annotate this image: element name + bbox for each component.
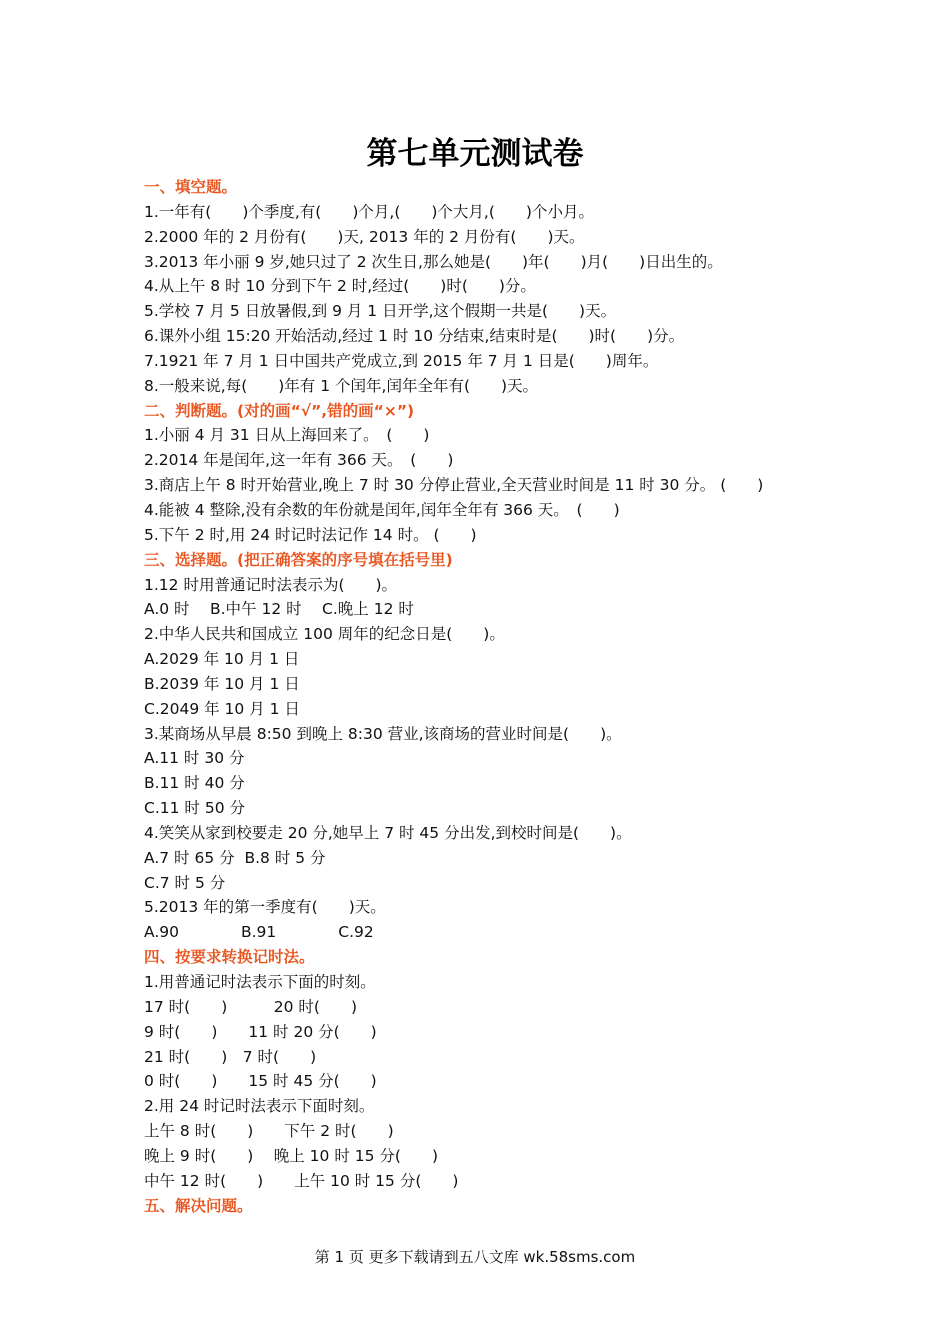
question-line: 3.商店上午 8 时开始营业,晚上 7 时 30 分停止营业,全天营业时间是 11 时 30 分。 ( ) xyxy=(144,476,764,495)
section-heading: 一、填空题。 xyxy=(144,178,238,196)
section-heading: 四、按要求转换记时法。 xyxy=(144,948,315,967)
question-line: A.2029 年 10 月 1 日 xyxy=(144,650,300,669)
question-line: C.7 时 5 分 xyxy=(144,873,226,892)
question-line: 7.1921 年 7 月 1 日中国共产党成立,到 2015 年 7 月 1 日是( )周年。 xyxy=(144,351,659,370)
page-footer: 第 1 页 更多下载请到五八文库 wk.58sms.com xyxy=(314,1248,636,1266)
question-line: 3.某商场从早晨 8:50 到晚上 8:30 营业,该商场的营业时间是( )。 xyxy=(144,724,622,743)
question-line: 6.课外小组 15:20 开始活动,经过 1 时 10 分结束,结束时是( )时( )分。 xyxy=(144,327,685,346)
question-list xyxy=(144,175,844,1218)
question-line: C.11 时 50 分 xyxy=(144,799,245,818)
question-line: 1.12 时用普通记时法表示为( )。 xyxy=(144,575,398,594)
question-line: 9 时( ) 11 时 20 分( ) xyxy=(144,1022,377,1041)
question-line: 4.笑笑从家到校要走 20 分,她早上 7 时 45 分出发,到校时间是( )。 xyxy=(144,823,632,842)
question-line: 中午 12 时( ) 上午 10 时 15 分( ) xyxy=(144,1171,459,1190)
question-line: 2.用 24 时记时法表示下面时刻。 xyxy=(144,1097,375,1116)
question-line: 17 时( ) 20 时( ) xyxy=(144,997,357,1016)
question-line: 5.学校 7 月 5 日放暑假,到 9 月 1 日开学,这个假期一共是( )天。 xyxy=(144,302,617,321)
question-line: 8.一般来说,每( )年有 1 个闰年,闰年全年有( )天。 xyxy=(144,376,539,395)
page-title: 第七单元测试卷 xyxy=(366,136,584,172)
question-line: 晚上 9 时( ) 晚上 10 时 15 分( ) xyxy=(144,1146,438,1165)
question-line: 2.2014 年是闰年,这一年有 366 天。 ( ) xyxy=(144,451,454,470)
section-heading: 二、判断题。(对的画“√”,错的画“×”) xyxy=(144,401,415,420)
question-line: 3.2013 年小丽 9 岁,她只过了 2 次生日,那么她是( )年( )月( )日出生的。 xyxy=(144,252,723,271)
question-line: A.0 时 B.中午 12 时 C.晚上 12 时 xyxy=(144,600,414,619)
question-line: 5.2013 年的第一季度有( )天。 xyxy=(144,898,386,917)
question-line: 1.一年有( )个季度,有( )个月,( )个大月,( )个小月。 xyxy=(144,202,594,221)
question-line: A.11 时 30 分 xyxy=(144,749,245,768)
question-line: 21 时( ) 7 时( ) xyxy=(144,1047,317,1066)
question-line: 1.小丽 4 月 31 日从上海回来了。 ( ) xyxy=(144,426,430,445)
question-line: 5.下午 2 时,用 24 时记时法记作 14 时。 ( ) xyxy=(144,525,477,544)
section-heading: 五、解决问题。 xyxy=(144,1196,253,1215)
question-line: 0 时( ) 15 时 45 分( ) xyxy=(144,1072,377,1091)
question-line: 2.中华人民共和国成立 100 周年的纪念日是( )。 xyxy=(144,625,505,644)
section-heading: 三、选择题。(把正确答案的序号填在括号里) xyxy=(144,550,453,569)
question-line: A.90 B.91 C.92 xyxy=(144,923,374,942)
question-line: A.7 时 65 分 B.8 时 5 分 xyxy=(144,848,326,867)
question-line: B.11 时 40 分 xyxy=(144,774,245,793)
question-line: 1.用普通记时法表示下面的时刻。 xyxy=(144,973,376,991)
question-line: 4.从上午 8 时 10 分到下午 2 时,经过( )时( )分。 xyxy=(144,277,536,296)
question-line: 4.能被 4 整除,没有余数的年份就是闰年,闰年全年有 366 天。 ( ) xyxy=(144,500,620,519)
question-line: C.2049 年 10 月 1 日 xyxy=(144,699,300,718)
question-line: 2.2000 年的 2 月份有( )天, 2013 年的 2 月份有( )天。 xyxy=(144,227,585,246)
question-line: B.2039 年 10 月 1 日 xyxy=(144,674,300,693)
question-line: 上午 8 时( ) 下午 2 时( ) xyxy=(144,1122,394,1141)
